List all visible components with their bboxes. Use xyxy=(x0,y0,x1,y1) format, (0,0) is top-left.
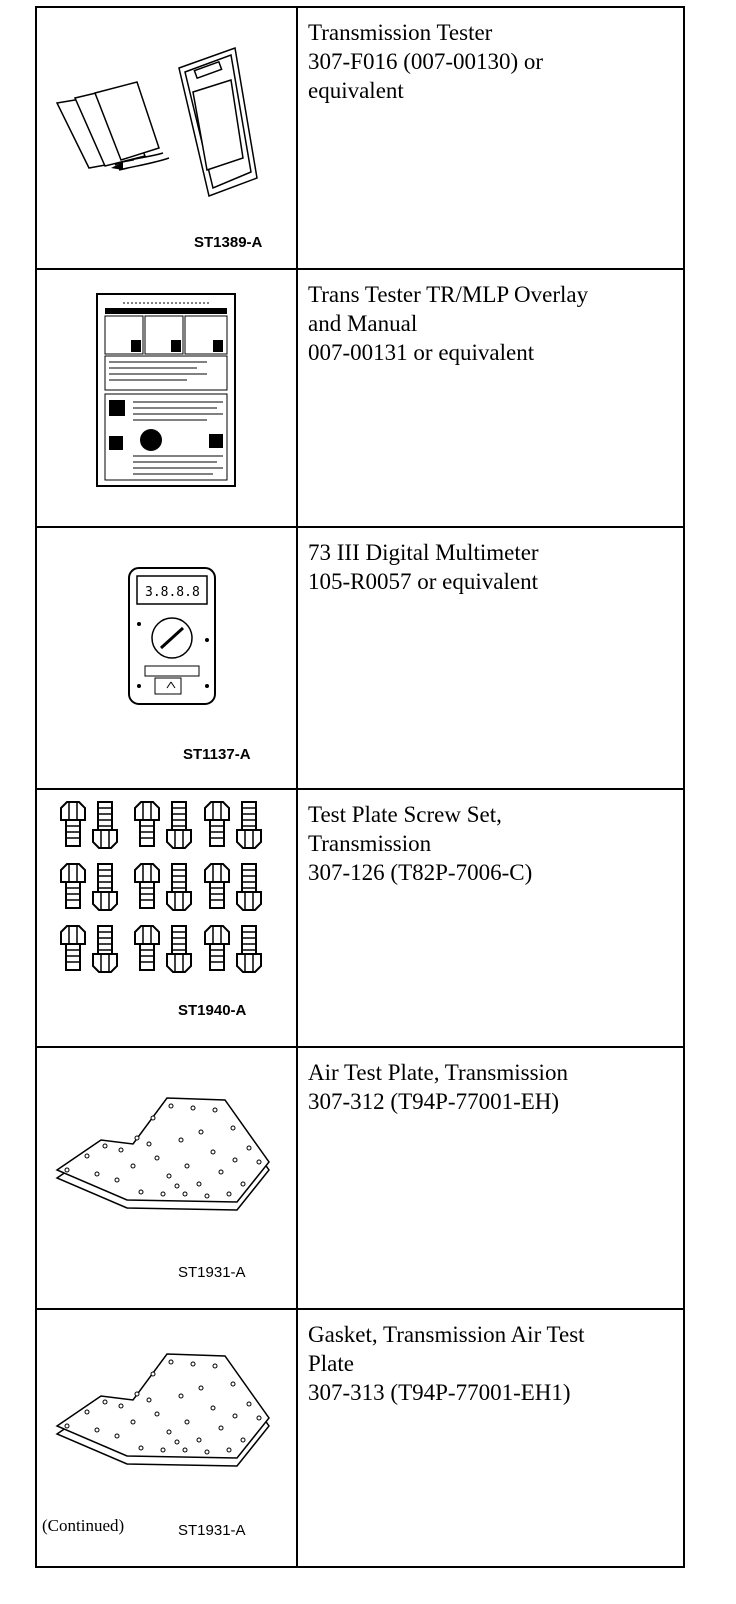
tool-description xyxy=(297,1047,684,1309)
tool-illustration-cell xyxy=(36,527,297,789)
transmission-tester-icon xyxy=(37,8,296,258)
continued-note: (Continued) xyxy=(42,1516,125,1535)
table-row xyxy=(36,7,684,269)
screw-set-icon xyxy=(37,790,296,1036)
figure-code: ST1931-A xyxy=(178,1264,246,1281)
tool-name: Gasket, Transmission Air Test xyxy=(308,1322,585,1347)
tool-number: 007-00131 or equivalent xyxy=(308,340,535,365)
tool-description xyxy=(297,1309,684,1567)
special-tools-table xyxy=(35,6,685,1568)
figure-code: ST1137-A xyxy=(183,746,251,763)
figure-code: ST1389-A xyxy=(194,234,263,251)
table-row xyxy=(36,1047,684,1309)
tool-name: Transmission xyxy=(308,831,432,856)
tool-description xyxy=(297,7,684,269)
tool-number: 307-312 (T94P-77001-EH) xyxy=(308,1089,560,1114)
tool-description xyxy=(297,269,684,527)
tool-name: Transmission Tester xyxy=(308,20,493,45)
tool-illustration-cell xyxy=(36,1047,297,1309)
tool-illustration-cell xyxy=(36,7,297,269)
tool-name: and Manual xyxy=(308,311,418,336)
table-row xyxy=(36,527,684,789)
table-row xyxy=(36,1309,684,1567)
tool-name: Test Plate Screw Set, xyxy=(308,802,502,827)
tool-number: 307-F016 (007-00130) or xyxy=(308,49,544,74)
figure-code: ST1931-A xyxy=(178,1522,246,1539)
tool-description xyxy=(297,789,684,1047)
tool-description xyxy=(297,527,684,789)
tool-name: 73 III Digital Multimeter xyxy=(308,540,539,565)
tool-number: 307-313 (T94P-77001-EH1) xyxy=(308,1380,571,1405)
tool-number: 307-126 (T82P-7006-C) xyxy=(308,860,533,885)
tool-number: equivalent xyxy=(308,78,404,103)
multimeter-icon xyxy=(37,528,296,778)
table-row xyxy=(36,789,684,1047)
tool-illustration-cell xyxy=(36,789,297,1047)
figure-code: ST1940-A xyxy=(178,1002,247,1019)
tool-number: 105-R0057 or equivalent xyxy=(308,569,538,594)
tool-name: Plate xyxy=(308,1351,354,1376)
tool-name: Trans Tester TR/MLP Overlay xyxy=(308,282,589,307)
tool-name: Air Test Plate, Transmission xyxy=(308,1060,568,1085)
air-test-plate-icon xyxy=(37,1048,296,1298)
table-row xyxy=(36,269,684,527)
svg-text:3.8.8.8: 3.8.8.8 xyxy=(145,585,200,600)
overlay-manual-icon xyxy=(37,270,296,516)
tool-illustration-cell xyxy=(36,269,297,527)
